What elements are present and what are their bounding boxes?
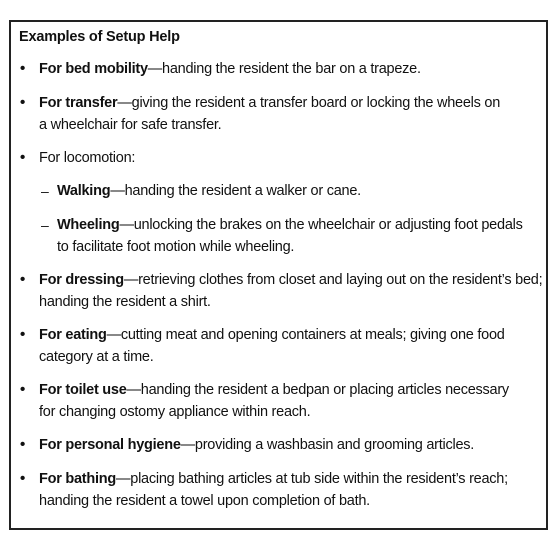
item-line-2: category at a time. [39, 349, 154, 365]
bullet-icon: • [20, 470, 26, 487]
dash-icon: – [41, 183, 49, 199]
item-text: —handing the resident the bar on a trapeze. [147, 61, 421, 77]
item-text: —unlocking the brakes on the wheelchair or adjusting foot pedals [119, 217, 523, 233]
item-line-1 [57, 180, 361, 202]
dash-icon: – [41, 217, 49, 233]
item-line-2: handing the resident a shirt. [39, 294, 211, 310]
item-line-2: for changing ostomy appliance within reach. [39, 404, 311, 420]
bullet-icon: • [20, 436, 26, 453]
examples-list [11, 22, 546, 528]
item-term: Wheeling [57, 217, 120, 233]
item-line-1 [39, 269, 542, 291]
item-text: —giving the resident a transfer board or locking the wheels on [117, 95, 501, 111]
item-term: For bed mobility [39, 61, 148, 77]
item-line-2: a wheelchair for safe transfer. [39, 117, 222, 133]
item-term: For personal hygiene [39, 437, 181, 453]
box-title: Examples of Setup Help [19, 29, 180, 45]
item-text: —retrieving clothes from closet and laying out on the resident’s bed; [123, 272, 543, 288]
item-line-1 [39, 324, 505, 346]
bullet-icon: • [20, 60, 26, 77]
item-term: Walking [57, 183, 111, 199]
item-term: For bathing [39, 471, 116, 487]
item-term: For transfer [39, 95, 118, 111]
item-line-2: to facilitate foot motion while wheeling. [57, 239, 295, 255]
item-text: —providing a washbasin and grooming articles. [180, 437, 475, 453]
setup-help-box [9, 20, 548, 530]
item-term: For eating [39, 327, 107, 343]
item-line-1 [39, 92, 500, 114]
item-term: For dressing [39, 272, 124, 288]
bullet-icon: • [20, 149, 26, 166]
item-line-1 [57, 214, 523, 236]
item-line-1: For locomotion: [39, 150, 136, 166]
bullet-icon: • [20, 271, 26, 288]
item-term: For toilet use [39, 382, 127, 398]
item-line-1 [39, 58, 421, 80]
bullet-icon: • [20, 381, 26, 398]
item-text: —handing the resident a bedpan or placing articles necessary [126, 382, 509, 398]
bullet-icon: • [20, 326, 26, 343]
item-line-2: handing the resident a towel upon completion of bath. [39, 493, 370, 509]
item-text: —placing bathing articles at tub side within the resident’s reach; [116, 471, 508, 487]
bullet-icon: • [20, 94, 26, 111]
item-line-1 [39, 468, 508, 490]
item-line-1 [39, 379, 509, 401]
item-text: —cutting meat and opening containers at meals; giving one food [106, 327, 505, 343]
item-line-1 [39, 434, 474, 456]
item-text: —handing the resident a walker or cane. [110, 183, 361, 199]
